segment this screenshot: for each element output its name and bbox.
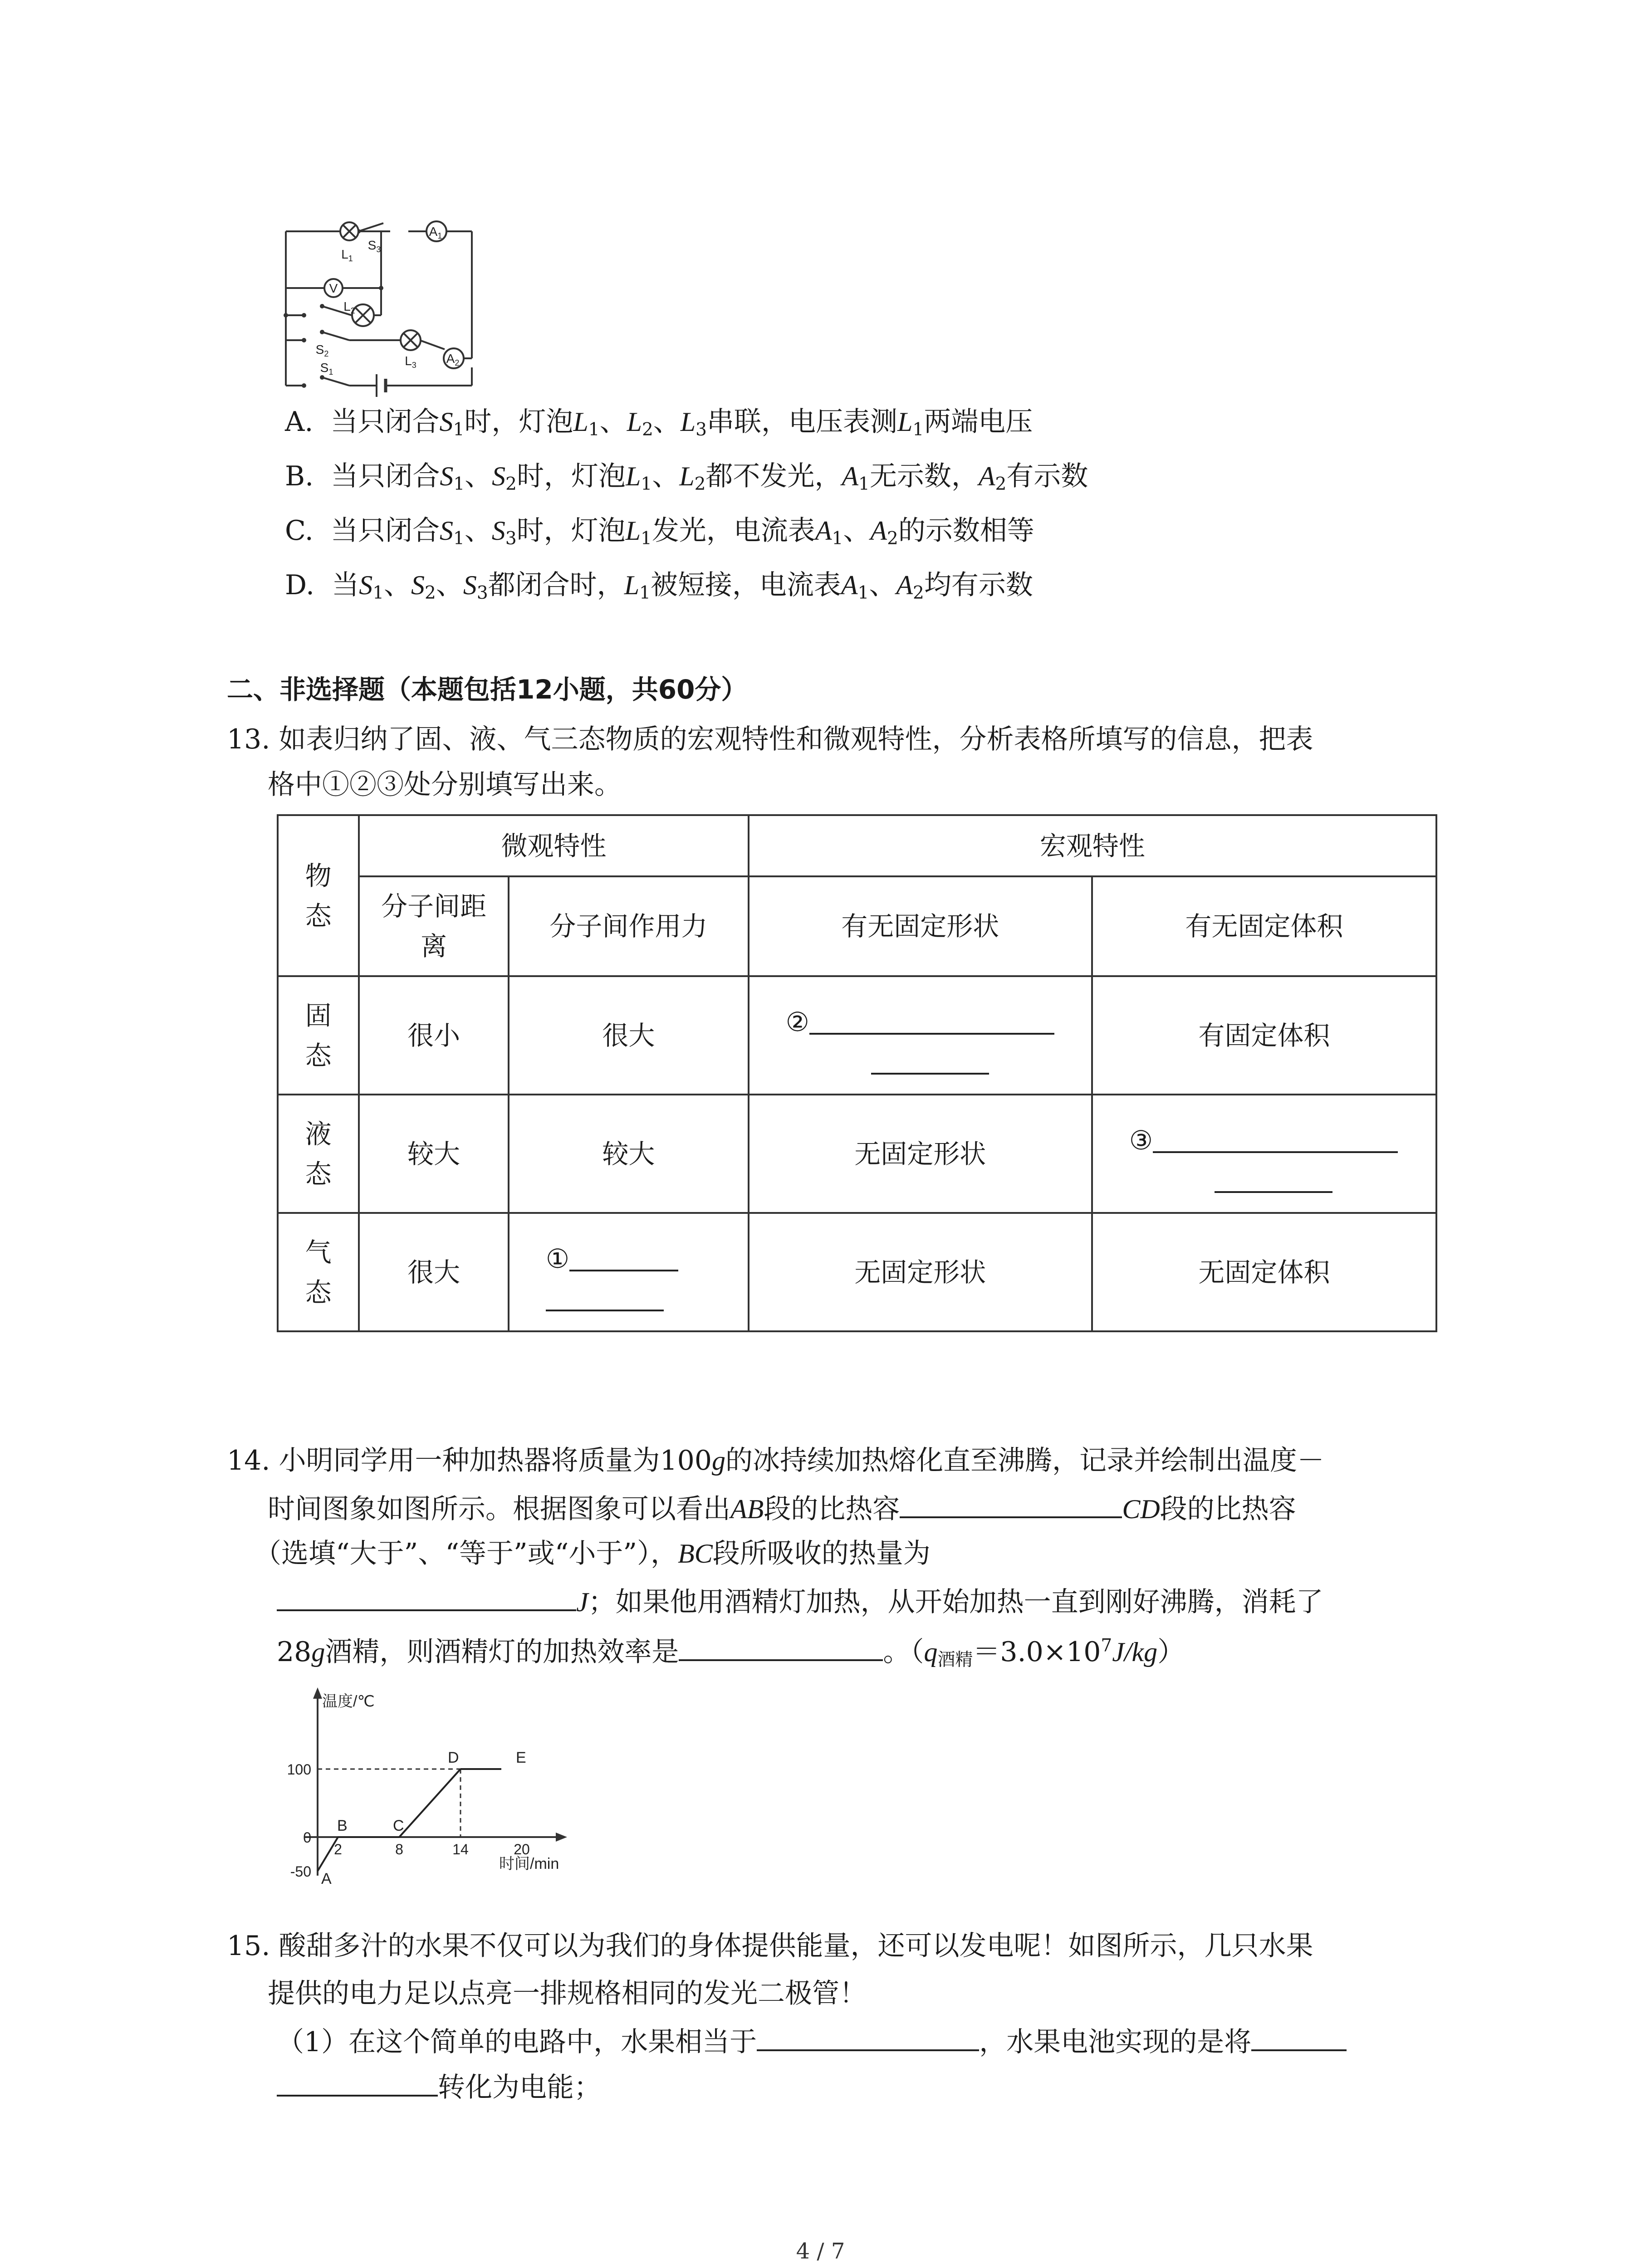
point-label-D: D <box>448 1749 459 1766</box>
option-b: B. 当只闭合$S_1$、$S_2$时，灯泡$L_1$、$L_2$都不发光，$A_1$无示数，$A_2$有示数 <box>285 460 1088 494</box>
blank-fruit-role[interactable] <box>757 2023 979 2051</box>
blank-2-cell[interactable]: ② <box>749 976 1092 1095</box>
circuit-diagram <box>272 213 499 408</box>
temperature-time-chart <box>272 1678 617 1887</box>
svg-text:A1: $A_1$ <box>429 225 442 240</box>
point-label-E: E <box>516 1749 526 1766</box>
page-number: 4 / 7 <box>796 2239 845 2264</box>
y-axis-label: 温度/℃ <box>322 1693 375 1710</box>
q14-line5: 28g酒精，则酒精灯的加热效率是 。$(q_{酒精}=3.0\times 10^7J/kg)$ <box>277 1633 1185 1670</box>
option-d: D. 当$S_1$、$S_2$、$S_3$都闭合时，$L_1$被短接，电流表$A_1$、$A_2$均有示数 <box>285 569 1033 603</box>
svg-text:L3: $L_3$ <box>405 354 416 370</box>
header-macro: 宏观特性 <box>749 815 1436 876</box>
header-state: 物态 <box>278 815 359 976</box>
blank-ab-cd[interactable] <box>900 1490 1122 1518</box>
x-tick-2: 2 <box>334 1841 342 1857</box>
header-distance: 分子间距离 <box>359 876 509 976</box>
blank-3-cell[interactable]: ③ <box>1092 1095 1436 1213</box>
q13-line1: 13. 如表归纳了固、液、气三态物质的宏观特性和微观特性，分析表格所填写的信息，把表 <box>227 723 1313 755</box>
y-tick-0: 0 <box>303 1829 311 1846</box>
q14-line2: 时间图象如图所示。根据图象可以看出AB段的比热容 CD段的比热容 <box>268 1490 1296 1527</box>
q15-line2: 提供的电力足以点亮一排规格相同的发光二极管！ <box>268 1978 867 2009</box>
q15-line1: 15. 酸甜多汁的水果不仅可以为我们的身体提供能量，还可以发电呢！如图所示，几只水果 <box>227 1930 1313 1962</box>
svg-text:S3: $S_3$ <box>367 238 381 254</box>
y-tick--50: -50 <box>290 1863 311 1880</box>
svg-text:A2: $A_2$ <box>446 352 460 367</box>
header-micro: 微观特性 <box>359 815 748 876</box>
blank-heat[interactable] <box>277 1583 576 1611</box>
table-row: 气态 很大 ① 无固定形状 无固定体积 <box>278 1213 1436 1331</box>
x-axis-arrow <box>556 1833 567 1842</box>
q15-sub1-cont: 转化为电能； <box>277 2068 601 2106</box>
svg-text:V: V <box>329 281 338 295</box>
blank-1-cell[interactable]: ① <box>509 1213 749 1331</box>
x-tick-8: 8 <box>395 1841 403 1857</box>
option-c: C. 当只闭合$S_1$、$S_3$时，灯泡$L_1$发光，电流表$A_1$、$A_2$的示数相等 <box>285 515 1034 549</box>
header-shape: 有无固定形状 <box>749 876 1092 976</box>
svg-text:L2: $L_2$ <box>343 299 355 315</box>
segment-CD <box>399 1769 460 1837</box>
y-tick-100: 100 <box>287 1761 311 1778</box>
svg-text:S1: $S_1$ <box>320 361 333 376</box>
point-label-C: C <box>393 1817 404 1834</box>
header-volume: 有无固定体积 <box>1092 876 1436 976</box>
states-table <box>277 814 1437 1332</box>
q15-sub1: （1）在这个简单的电路中，水果相当于 ，水果电池实现的是将 <box>277 2023 1347 2060</box>
table-row: 液态 较大 较大 无固定形状 ③ <box>278 1095 1436 1213</box>
point-label-B: B <box>337 1817 348 1834</box>
svg-text:L1: $L_1$ <box>341 247 353 263</box>
blank-energy-source-a[interactable] <box>1251 2023 1347 2051</box>
q14-line3: （选填“大于”、“等于”或“小于”），BC段所吸收的热量为 <box>254 1538 931 1569</box>
section-title: 二、非选择题（本题包括12小题，共60分） <box>227 674 748 705</box>
table-row: 固态 很小 很大 ② 有固定体积 <box>278 976 1436 1095</box>
blank-energy-source-b[interactable] <box>277 2068 438 2097</box>
x-tick-14: 14 <box>452 1841 469 1857</box>
x-axis-label: 时间/min <box>499 1855 559 1872</box>
blank-efficiency[interactable] <box>679 1633 883 1661</box>
x-tick-20: 20 <box>514 1841 530 1857</box>
q14-line1: 14. 小明同学用一种加热器将质量为100g的冰持续加热熔化直至沸腾，记录并绘制出温度－ <box>227 1445 1325 1476</box>
svg-text:S2: $S_2$ <box>315 342 329 358</box>
y-axis-arrow <box>313 1687 322 1699</box>
option-a: A. 当只闭合$S_1$时，灯泡$L_1$、$L_2$、$L_3$串联，电压表测$L_1$两端电压 <box>285 406 1033 440</box>
q13-line2: 格中①②③处分别填写出来。 <box>268 769 622 801</box>
q14-line4: J；如果他用酒精灯加热，从开始加热一直到刚好沸腾，消耗了 <box>277 1583 1323 1620</box>
point-label-A: A <box>321 1870 332 1887</box>
header-force: 分子间作用力 <box>509 876 749 976</box>
